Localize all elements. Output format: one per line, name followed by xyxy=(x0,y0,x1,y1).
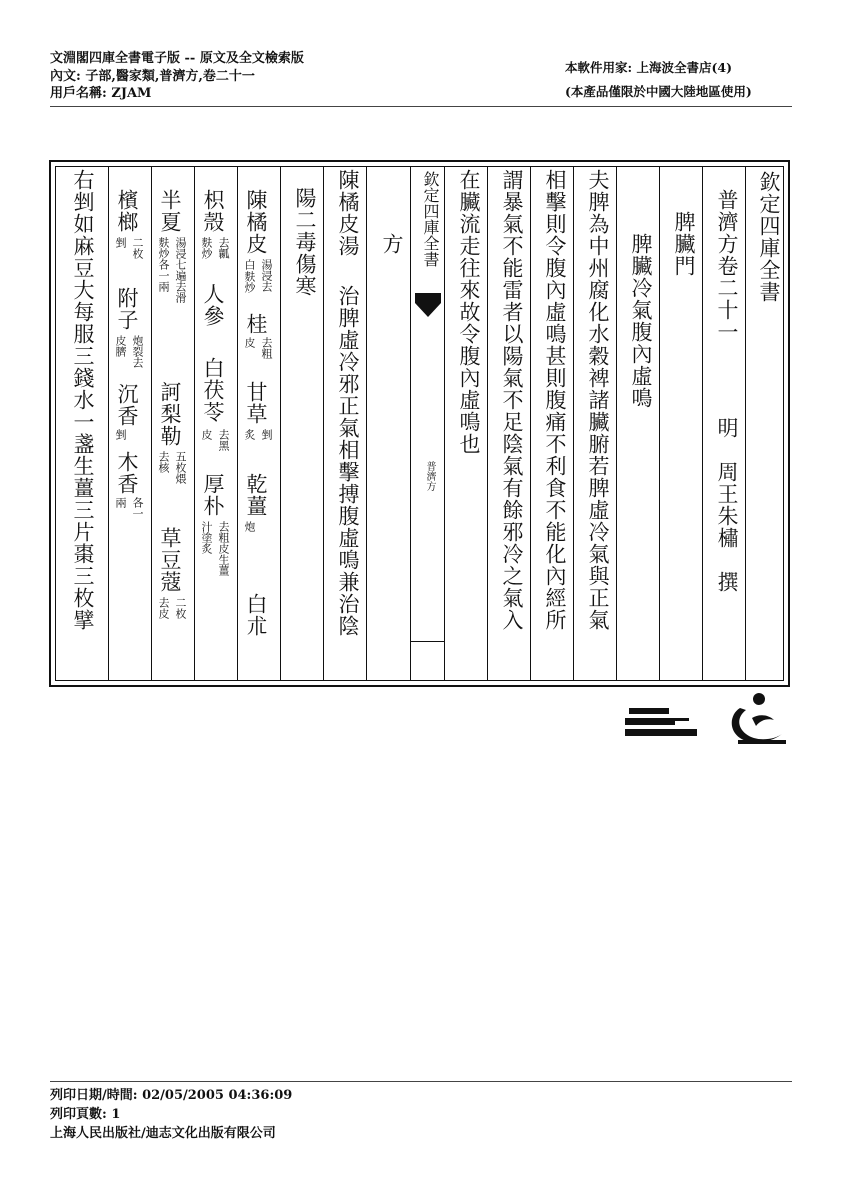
margin-title: 欽定四庫全書 xyxy=(757,171,781,303)
ingredient-name: 草豆蔻 xyxy=(158,527,182,593)
seal-logo-icon xyxy=(722,690,792,750)
formula-heading: 方 xyxy=(380,233,404,255)
column-formula xyxy=(323,167,366,680)
footer-divider xyxy=(50,1081,792,1082)
ingredient-note: 皮臍 xyxy=(114,335,127,357)
book-title: 普濟方卷二十一 xyxy=(715,189,739,343)
ingredient-name: 厚朴 xyxy=(201,473,225,517)
ingredient-note: 汁塗炙 xyxy=(200,521,213,554)
ingredient-note: 去皮 xyxy=(157,597,170,619)
ingredient-note: 湯浸七遍去滑 xyxy=(174,237,187,303)
ingredient-note: 麩炒 xyxy=(243,271,256,293)
ingredient-name: 桂 xyxy=(244,313,268,335)
center-fold xyxy=(410,167,444,680)
ingredient-note: 炙 xyxy=(243,429,256,440)
body-text: 相擊則令腹內虛鳴甚則腹痛不利食不能化內經所 xyxy=(543,169,567,631)
formula-name: 陳橘皮湯 xyxy=(336,169,360,257)
body-text: 在臟流走往來故令腹內虛鳴也 xyxy=(457,169,481,455)
ingredient-name: 白朮 xyxy=(244,593,268,637)
ingredient-note: 剉 xyxy=(114,429,127,440)
column-text-4 xyxy=(444,167,487,680)
column-ingredients-4 xyxy=(108,167,151,680)
region-restriction: (本產品僅限於中國大陸地區使用) xyxy=(565,84,752,99)
ingredient-note: 去黑 xyxy=(217,429,230,451)
fold-title: 欽定四庫全書 xyxy=(421,171,440,267)
text-grid xyxy=(55,166,784,681)
header-info xyxy=(50,50,304,103)
column-margin-title xyxy=(745,167,787,680)
column-ingredients-2 xyxy=(194,167,237,680)
header-divider xyxy=(50,106,792,107)
edition-title: 文淵閣四庫全書電子版 -- 原文及全文檢索版 xyxy=(50,51,304,66)
ingredient-note: 兩 xyxy=(114,497,127,508)
column-dosage xyxy=(56,167,108,680)
ingredient-note: 湯浸去 xyxy=(260,259,273,292)
fishtail-mark xyxy=(415,293,441,303)
ingredient-note: 炮 xyxy=(243,521,256,532)
ingredient-note: 五枚煨 xyxy=(174,451,187,484)
ingredient-name: 訶梨勒 xyxy=(158,381,182,447)
ingredient-note: 去瓤 xyxy=(217,237,230,259)
column-text-3 xyxy=(487,167,530,680)
fishtail-wedge xyxy=(415,303,441,317)
column-section xyxy=(659,167,702,680)
ingredient-note: 剉 xyxy=(114,237,127,248)
column-fang xyxy=(366,167,410,680)
topic-title: 脾臟冷氣腹內虛鳴 xyxy=(629,233,653,409)
ingredient-note: 去粗 xyxy=(260,337,273,359)
ingredient-name: 枳殼 xyxy=(201,189,225,233)
column-text-2 xyxy=(530,167,573,680)
ingredient-note: 二枚 xyxy=(131,237,144,259)
ingredient-note: 皮 xyxy=(243,337,256,348)
ingredient-note: 去核 xyxy=(157,451,170,473)
ingredient-note: 麩炒各一兩 xyxy=(157,237,170,292)
ingredient-note: 去粗皮生薑 xyxy=(217,521,230,576)
section-title: 脾臟門 xyxy=(672,211,696,277)
ingredient-note: 皮 xyxy=(200,429,213,440)
body-text: 夫脾為中州腐化水穀裨諸臟腑若脾虛冷氣與正氣 xyxy=(586,169,610,631)
ingredient-note: 各一 xyxy=(131,497,144,519)
column-formula-cont xyxy=(280,167,323,680)
ingredient-name: 檳榔 xyxy=(115,189,139,233)
column-ingredients-3 xyxy=(151,167,194,680)
ingredient-name: 半夏 xyxy=(158,189,182,233)
ingredient-name: 陳橘皮 xyxy=(244,189,268,255)
user-name: 用戶名稱: ZJAM xyxy=(50,86,152,101)
footer-info xyxy=(50,1086,292,1143)
print-datetime: 列印日期/時間: 02/05/2005 04:36:09 xyxy=(50,1088,293,1103)
ingredient-name: 附子 xyxy=(115,287,139,331)
ingredient-note: 炮裂去 xyxy=(131,335,144,368)
fold-book-name: 普濟方 xyxy=(424,461,435,491)
licensee: 本軟件用家: 上海波全書店(4) xyxy=(565,60,732,75)
content-path: 內文: 子部,醫家類,普濟方,卷二十一 xyxy=(50,68,255,84)
ingredient-name: 木香 xyxy=(115,451,139,495)
ingredient-name: 沉香 xyxy=(115,383,139,427)
ingredient-name: 人參 xyxy=(201,283,225,327)
column-ingredients-1 xyxy=(237,167,280,680)
formula-description-cont: 陽二毒傷寒 xyxy=(293,187,317,297)
license-info xyxy=(565,56,752,104)
ingredient-note: 二枚 xyxy=(174,597,187,619)
ingredient-note: 剉 xyxy=(260,429,273,440)
print-pages: 列印頁數: 1 xyxy=(50,1107,121,1122)
column-text-1 xyxy=(573,167,616,680)
fold-line xyxy=(411,641,444,642)
ingredient-name: 白茯苓 xyxy=(201,357,225,423)
scanned-page xyxy=(49,160,790,687)
publisher-line: 上海人民出版社/迪志文化出版有限公司 xyxy=(50,1126,276,1141)
ingredient-name: 乾薑 xyxy=(244,473,268,517)
dosage-text: 右剉如麻豆大每服三錢水一盞生薑三片棗三枚擘 xyxy=(71,169,95,631)
ingredient-note: 麩炒 xyxy=(200,237,213,259)
column-book-title xyxy=(702,167,745,680)
author-line: 明 周王朱橚 撰 xyxy=(715,417,739,593)
ingredient-name: 甘草 xyxy=(244,381,268,425)
publisher-logo-icon xyxy=(625,704,697,744)
column-topic xyxy=(616,167,659,680)
body-text: 謂暴氣不能雷者以陽氣不足陰氣有餘邪冷之氣入 xyxy=(500,169,524,631)
ingredient-note: 白 xyxy=(243,259,256,270)
formula-description: 治脾虛冷邪正氣相擊搏腹虛鳴兼治陰 xyxy=(336,285,360,637)
